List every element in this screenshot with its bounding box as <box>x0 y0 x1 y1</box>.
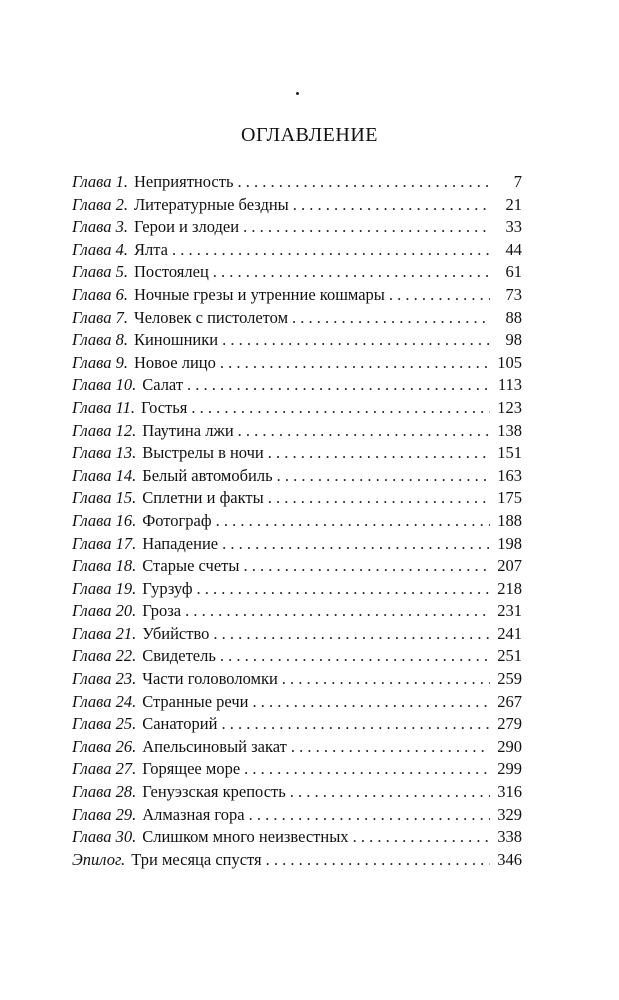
toc-dot-leader <box>266 850 490 870</box>
toc-entry-label: Глава 6. <box>72 284 128 304</box>
toc-entry-label: Глава 29. <box>72 804 137 824</box>
toc-entry[interactable] <box>72 827 522 850</box>
toc-entry-page-number: 98 <box>505 330 522 350</box>
toc-dot-leader <box>282 669 490 689</box>
toc-entry-title: Постоялец <box>133 262 209 282</box>
toc-entry-title: Паутина лжи <box>142 420 234 440</box>
toc-entry-title: Убийство <box>142 623 210 643</box>
toc-entry-title: Литературные бездны <box>133 194 289 214</box>
toc-dot-leader <box>222 534 490 554</box>
toc-dot-leader <box>292 308 490 328</box>
toc-entry[interactable] <box>72 353 522 376</box>
toc-entry-page-number: 241 <box>497 623 522 643</box>
toc-entry-title: Новое лицо <box>133 352 216 372</box>
toc-entry[interactable] <box>72 646 522 669</box>
toc-entry-label: Глава 16. <box>72 510 137 530</box>
toc-entry-label: Глава 3. <box>72 217 128 237</box>
toc-entry[interactable] <box>72 466 522 489</box>
toc-dot-leader <box>237 172 490 192</box>
toc-entry[interactable] <box>72 759 522 782</box>
toc-entry[interactable] <box>72 443 522 466</box>
toc-entry[interactable] <box>72 285 522 308</box>
toc-entry[interactable] <box>72 308 522 331</box>
toc-dot-leader <box>221 714 490 734</box>
toc-entry-page-number: 198 <box>497 533 522 553</box>
toc-entry-title: Выстрелы в ночи <box>142 443 264 463</box>
toc-entry[interactable] <box>72 556 522 579</box>
toc-entry-label: Глава 5. <box>72 262 128 282</box>
toc-entry-title: Три месяца спустя <box>131 849 262 869</box>
table-of-contents <box>72 172 522 872</box>
toc-entry[interactable] <box>72 782 522 805</box>
toc-entry-title: Части головоломки <box>142 669 278 689</box>
toc-entry-page-number: 207 <box>497 556 522 576</box>
toc-dot-leader <box>191 398 490 418</box>
page-dot-mark <box>296 92 299 95</box>
toc-entry-label: Глава 17. <box>72 533 137 553</box>
toc-entry-page-number: 73 <box>505 284 522 304</box>
toc-entry-title: Апельсиновый закат <box>142 736 287 756</box>
toc-entry-label: Эпилог. <box>72 849 126 869</box>
toc-entry-title: Сплетни и факты <box>142 488 264 508</box>
toc-entry-label: Глава 9. <box>72 352 128 372</box>
toc-entry-title: Белый автомобиль <box>142 465 273 485</box>
toc-entry-label: Глава 10. <box>72 375 137 395</box>
toc-entry-title: Гурзуф <box>142 578 193 598</box>
toc-dot-leader <box>197 579 490 599</box>
toc-entry-title: Странные речи <box>142 691 249 711</box>
toc-dot-leader <box>268 443 490 463</box>
toc-dot-leader <box>290 782 490 802</box>
toc-dot-leader <box>213 624 490 644</box>
toc-entry[interactable] <box>72 488 522 511</box>
toc-entry-label: Глава 15. <box>72 488 137 508</box>
toc-entry-page-number: 61 <box>505 262 522 282</box>
toc-entry-page-number: 316 <box>497 782 522 802</box>
toc-dot-leader <box>277 466 490 486</box>
toc-entry-title: Слишком много неизвестных <box>142 827 349 847</box>
toc-entry[interactable] <box>72 669 522 692</box>
toc-dot-leader <box>220 353 490 373</box>
toc-dot-leader <box>187 375 490 395</box>
page-title: ОГЛАВЛЕНИЕ <box>241 124 378 146</box>
toc-entry-page-number: 175 <box>497 488 522 508</box>
toc-dot-leader <box>238 421 490 441</box>
toc-dot-leader <box>243 217 490 237</box>
toc-entry-label: Глава 24. <box>72 691 137 711</box>
toc-dot-leader <box>252 692 490 712</box>
toc-entry-label: Глава 2. <box>72 194 128 214</box>
toc-entry[interactable] <box>72 195 522 218</box>
toc-dot-leader <box>389 285 490 305</box>
toc-entry[interactable] <box>72 714 522 737</box>
toc-entry[interactable] <box>72 624 522 647</box>
toc-entry-page-number: 7 <box>513 172 522 191</box>
toc-entry-label: Глава 12. <box>72 420 137 440</box>
toc-entry[interactable] <box>72 805 522 828</box>
toc-dot-leader <box>243 556 490 576</box>
toc-entry-page-number: 329 <box>497 804 522 824</box>
toc-entry-label: Глава 21. <box>72 623 137 643</box>
toc-entry-label: Глава 28. <box>72 782 137 802</box>
toc-entry-title: Ялта <box>133 239 168 259</box>
toc-entry-page-number: 279 <box>497 714 522 734</box>
toc-entry-page-number: 138 <box>497 420 522 440</box>
toc-dot-leader <box>220 646 490 666</box>
toc-entry-page-number: 231 <box>497 601 522 621</box>
toc-entry-label: Глава 14. <box>72 465 137 485</box>
toc-entry-page-number: 33 <box>505 217 522 237</box>
toc-entry-page-number: 113 <box>497 375 522 395</box>
toc-entry-label: Глава 18. <box>72 556 137 576</box>
toc-entry[interactable] <box>72 511 522 534</box>
toc-entry[interactable] <box>72 534 522 557</box>
toc-dot-leader <box>291 737 490 757</box>
toc-entry-label: Глава 22. <box>72 646 137 666</box>
toc-dot-leader <box>293 195 490 215</box>
toc-dot-leader <box>213 262 490 282</box>
toc-dot-leader <box>244 759 490 779</box>
toc-entry[interactable] <box>72 217 522 240</box>
toc-entry-title: Гостья <box>140 397 188 417</box>
toc-entry[interactable] <box>72 850 522 873</box>
toc-entry-page-number: 346 <box>497 849 522 869</box>
toc-entry[interactable] <box>72 172 522 195</box>
toc-entry-label: Глава 20. <box>72 601 137 621</box>
toc-entry-label: Глава 13. <box>72 443 137 463</box>
toc-entry-title: Герои и злодеи <box>133 217 240 237</box>
toc-entry[interactable] <box>72 692 522 715</box>
toc-entry-page-number: 251 <box>497 646 522 666</box>
toc-entry-page-number: 188 <box>497 510 522 530</box>
toc-entry-title: Санаторий <box>142 714 218 734</box>
toc-entry-title: Гроза <box>142 601 182 621</box>
toc-entry-label: Глава 25. <box>72 714 137 734</box>
toc-entry-label: Глава 19. <box>72 578 137 598</box>
toc-entry-page-number: 151 <box>497 443 522 463</box>
toc-entry-page-number: 259 <box>497 669 522 689</box>
toc-entry-page-number: 218 <box>497 578 522 598</box>
toc-entry[interactable] <box>72 421 522 444</box>
toc-entry[interactable] <box>72 240 522 263</box>
toc-entry-page-number: 88 <box>505 307 522 327</box>
toc-entry-title: Ночные грезы и утренние кошмары <box>133 284 385 304</box>
toc-entry-page-number: 299 <box>497 759 522 779</box>
toc-entry[interactable] <box>72 579 522 602</box>
toc-entry-title: Генуэзская крепость <box>142 782 286 802</box>
toc-dot-leader <box>172 240 490 260</box>
toc-entry[interactable] <box>72 330 522 353</box>
toc-entry-page-number: 267 <box>497 691 522 711</box>
toc-entry-title: Горящее море <box>142 759 241 779</box>
toc-dot-leader <box>185 601 490 621</box>
toc-entry-title: Киношники <box>133 330 219 350</box>
toc-entry[interactable] <box>72 601 522 624</box>
toc-entry[interactable] <box>72 737 522 760</box>
toc-entry-page-number: 290 <box>497 736 522 756</box>
toc-entry-label: Глава 8. <box>72 330 128 350</box>
toc-dot-leader <box>353 827 490 847</box>
toc-entry-label: Глава 4. <box>72 239 128 259</box>
toc-entry-title: Алмазная гора <box>142 804 245 824</box>
toc-entry-title: Старые счеты <box>142 556 240 576</box>
toc-entry-title: Нападение <box>142 533 219 553</box>
toc-entry-title: Неприятность <box>133 172 234 191</box>
toc-dot-leader <box>222 330 490 350</box>
toc-entry-page-number: 21 <box>505 194 522 214</box>
toc-entry-title: Фотограф <box>142 510 212 530</box>
toc-entry[interactable] <box>72 375 522 398</box>
toc-entry-page-number: 105 <box>497 352 522 372</box>
toc-entry-title: Человек с пистолетом <box>133 307 289 327</box>
toc-entry-label: Глава 26. <box>72 736 137 756</box>
toc-dot-leader <box>249 805 490 825</box>
toc-entry-label: Глава 7. <box>72 307 128 327</box>
toc-entry-label: Глава 1. <box>72 172 128 191</box>
toc-dot-leader <box>216 511 490 531</box>
toc-entry-title: Салат <box>142 375 184 395</box>
toc-entry-label: Глава 11. <box>72 397 135 417</box>
toc-entry[interactable] <box>72 398 522 421</box>
toc-entry-label: Глава 30. <box>72 827 137 847</box>
toc-entry[interactable] <box>72 262 522 285</box>
toc-entry-label: Глава 23. <box>72 669 137 689</box>
toc-entry-page-number: 338 <box>497 827 522 847</box>
toc-entry-label: Глава 27. <box>72 759 137 779</box>
toc-entry-title: Свидетель <box>142 646 216 666</box>
toc-entry-page-number: 123 <box>497 397 522 417</box>
toc-entry-page-number: 44 <box>505 239 522 259</box>
toc-entry-page-number: 163 <box>497 465 522 485</box>
toc-dot-leader <box>268 488 490 508</box>
